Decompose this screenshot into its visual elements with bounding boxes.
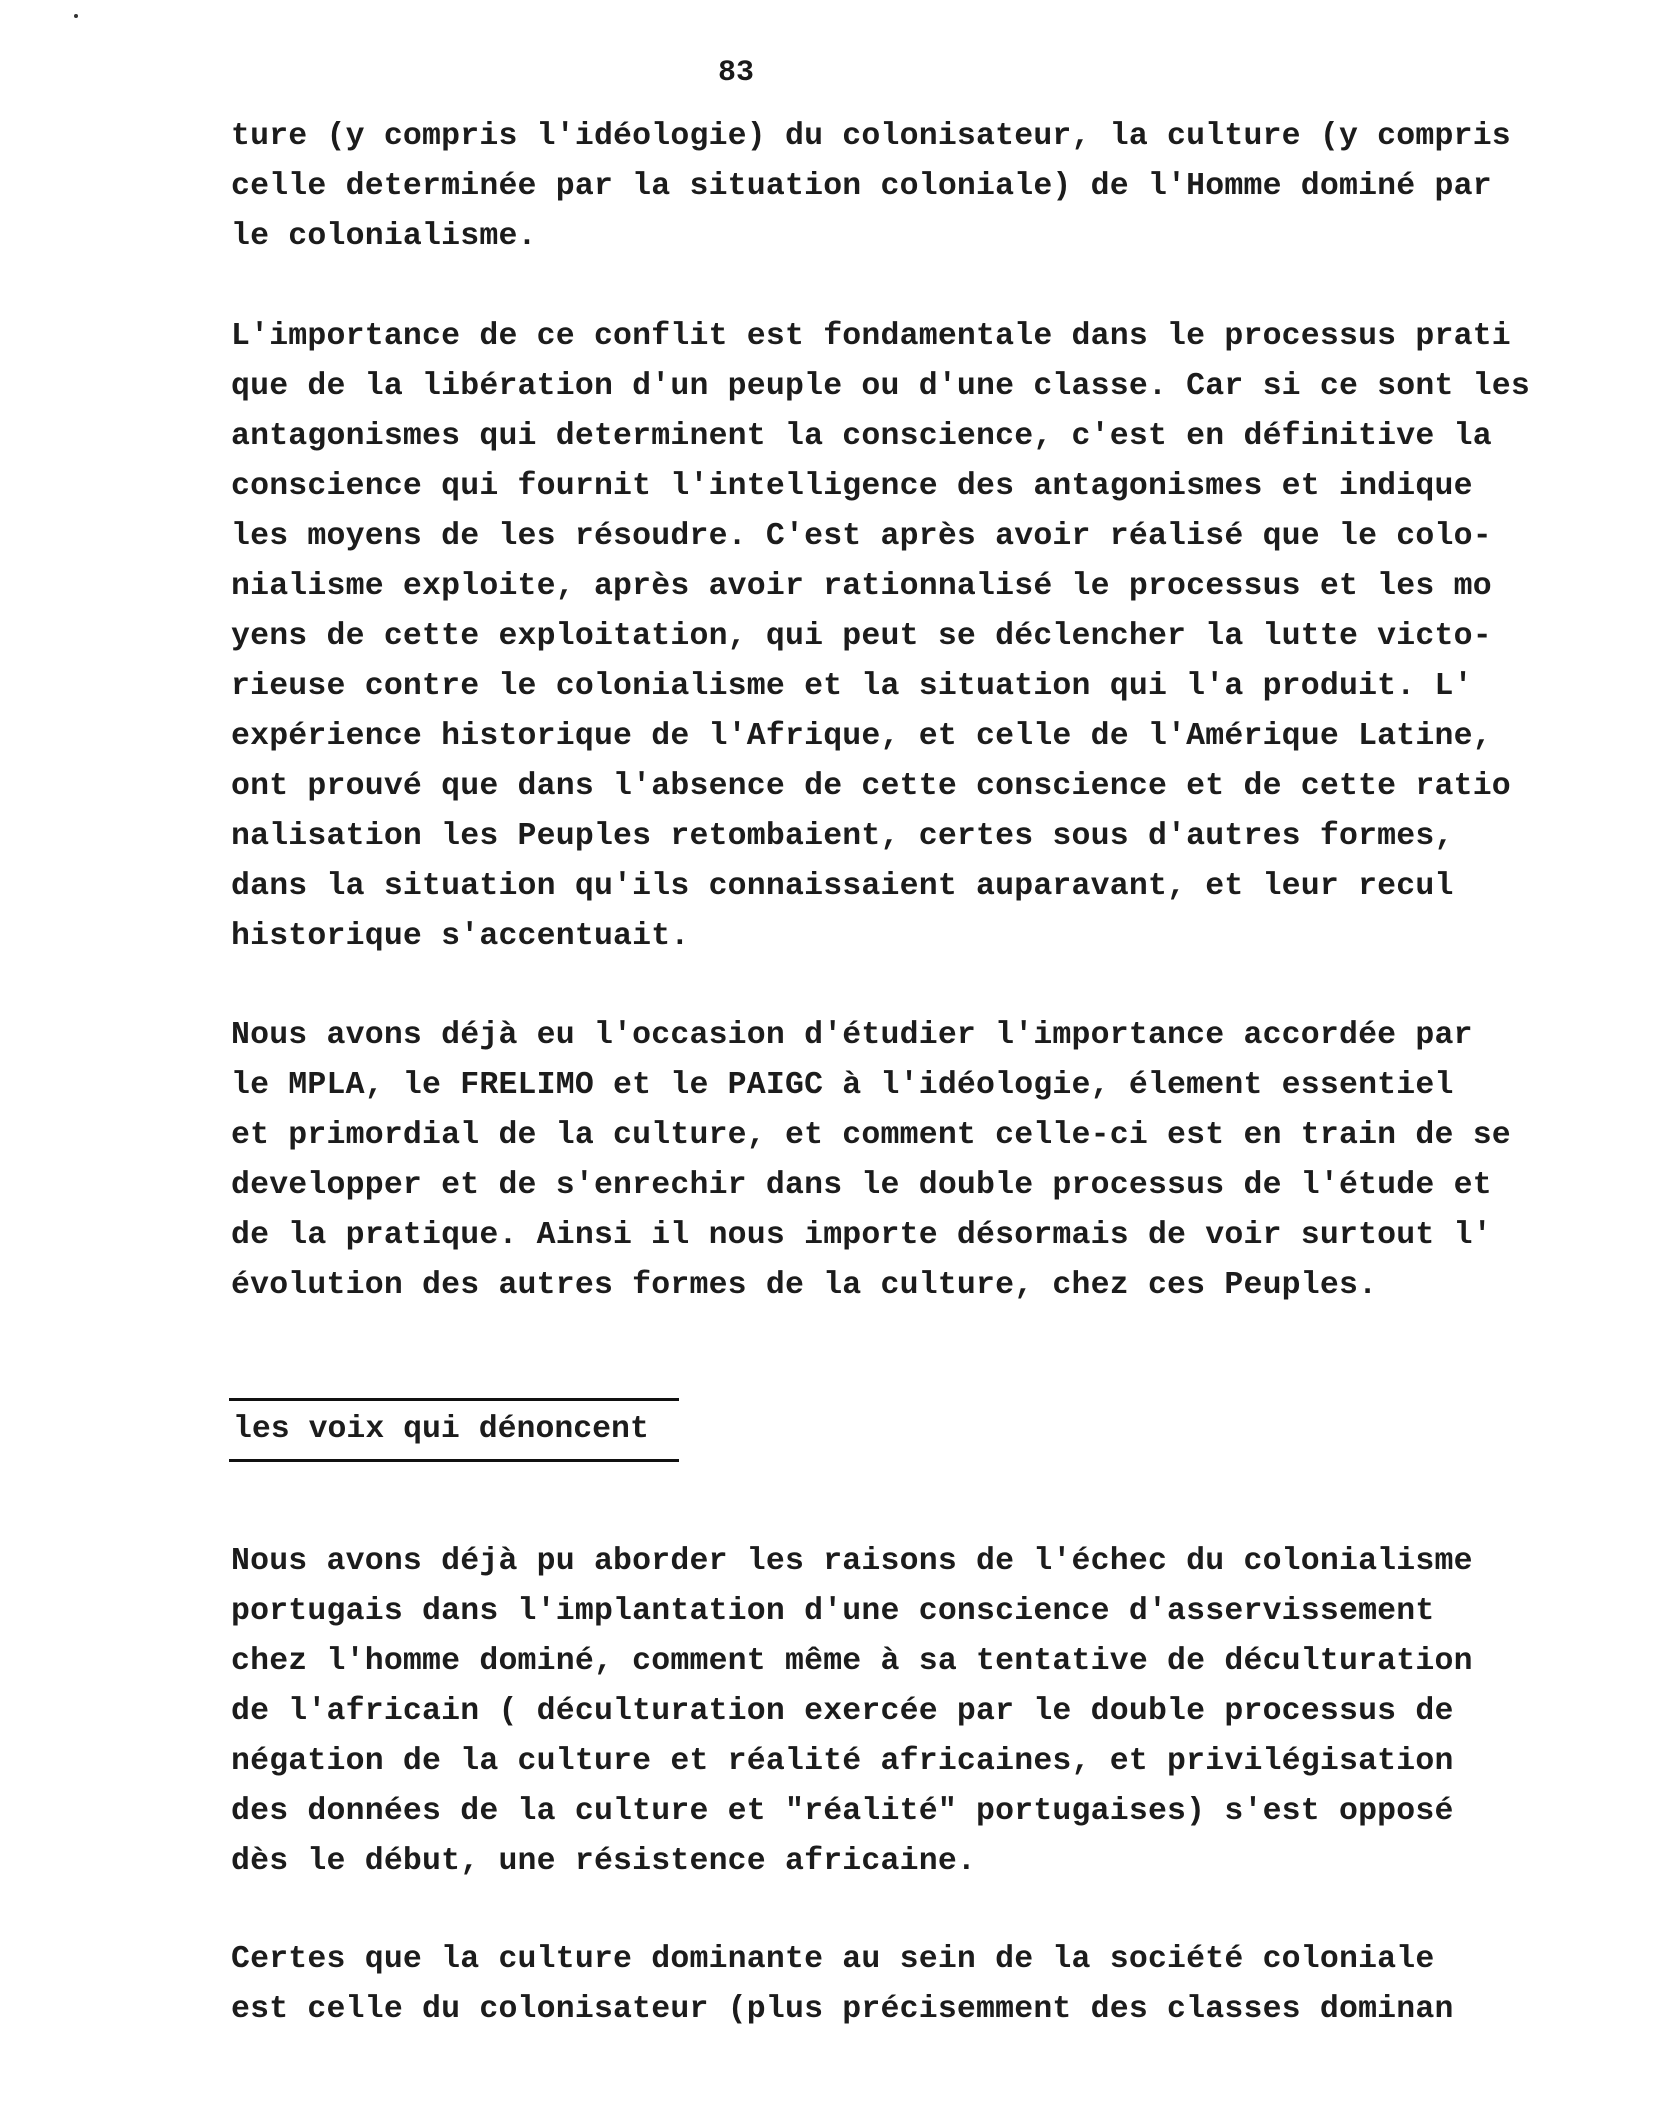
- text-line: chez l'homme dominé, comment même à sa tentative de déculturation: [231, 1644, 1473, 1679]
- text-line: ture (y compris l'idéologie) du colonisateur, la culture (y compris: [231, 119, 1511, 154]
- text-line: de la pratique. Ainsi il nous importe désormais de voir surtout l': [231, 1218, 1492, 1253]
- text-line: Nous avons déjà eu l'occasion d'étudier l'importance accordée par: [231, 1018, 1473, 1053]
- scan-speck: [74, 14, 78, 18]
- text-line: dès le début, une résistence africaine.: [231, 1844, 977, 1879]
- text-line: celle determinée par la situation coloniale) de l'Homme dominé par: [231, 169, 1492, 204]
- text-line: portugais dans l'implantation d'une conscience d'asservissement: [231, 1594, 1435, 1629]
- text-line: historique s'accentuait.: [231, 919, 690, 954]
- text-line: Nous avons déjà pu aborder les raisons de l'échec du colonialisme: [231, 1544, 1473, 1579]
- section-heading: [229, 1398, 679, 1462]
- paragraph-3: [231, 1011, 1601, 1311]
- text-line: nialisme exploite, après avoir rationnalisé le processus et les mo: [231, 569, 1492, 604]
- text-line: le MPLA, le FRELIMO et le PAIGC à l'idéologie, élement essentiel: [231, 1068, 1454, 1103]
- text-line: négation de la culture et réalité africaines, et privilégisation: [231, 1744, 1454, 1779]
- text-line: rieuse contre le colonialisme et la situation qui l'a produit. L': [231, 669, 1473, 704]
- text-line: les moyens de les résoudre. C'est après avoir réalisé que le colo-: [231, 519, 1492, 554]
- heading-rule-bottom: [229, 1459, 679, 1462]
- text-line: ont prouvé que dans l'absence de cette conscience et de cette ratio: [231, 769, 1511, 804]
- text-line: conscience qui fournit l'intelligence des antagonismes et indique: [231, 469, 1473, 504]
- paragraph-2: [231, 312, 1601, 962]
- paragraph-1: [231, 112, 1601, 262]
- text-line: Certes que la culture dominante au sein de la société coloniale: [231, 1942, 1435, 1977]
- text-line: est celle du colonisateur (plus précisemment des classes dominan: [231, 1992, 1454, 2027]
- text-line: nalisation les Peuples retombaient, certes sous d'autres formes,: [231, 819, 1454, 854]
- page-number: 83: [718, 56, 755, 90]
- text-line: évolution des autres formes de la culture, chez ces Peuples.: [231, 1268, 1378, 1303]
- text-line: dans la situation qu'ils connaissaient auparavant, et leur recul: [231, 869, 1454, 904]
- section-heading-text: les voix qui dénoncent: [233, 1412, 649, 1447]
- text-line: que de la libération d'un peuple ou d'une classe. Car si ce sont les: [231, 369, 1531, 404]
- paragraph-4: [231, 1537, 1601, 1887]
- text-line: yens de cette exploitation, qui peut se déclencher la lutte victo-: [231, 619, 1492, 654]
- text-line: de l'africain ( déculturation exercée par le double processus de: [231, 1694, 1454, 1729]
- text-line: antagonismes qui determinent la conscience, c'est en définitive la: [231, 419, 1492, 454]
- text-line: et primordial de la culture, et comment celle-ci est en train de se: [231, 1118, 1511, 1153]
- paragraph-5: [231, 1935, 1601, 2035]
- text-line: developper et de s'enrechir dans le double processus de l'étude et: [231, 1168, 1492, 1203]
- text-line: le colonialisme.: [231, 219, 537, 254]
- text-line: des données de la culture et "réalité" portugaises) s'est opposé: [231, 1794, 1454, 1829]
- text-line: expérience historique de l'Afrique, et celle de l'Amérique Latine,: [231, 719, 1492, 754]
- text-line: L'importance de ce conflit est fondamentale dans le processus prati: [231, 319, 1511, 354]
